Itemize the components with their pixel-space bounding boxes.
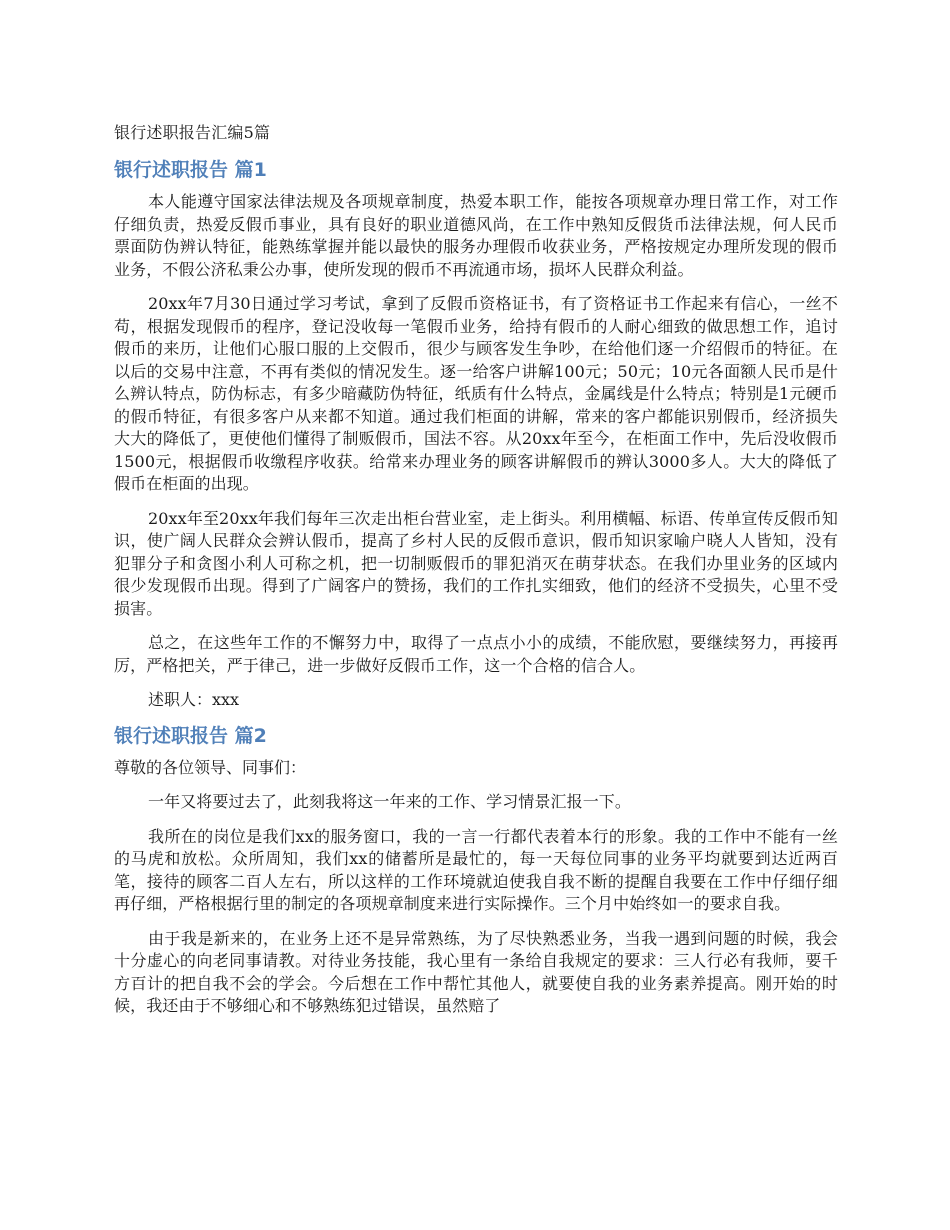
paragraph: 20xx年7月30日通过学习考试，拿到了反假币资格证书，有了资格证书工作起来有信心，一丝不苟，根据发现假币的程序，登记没收每一笔假币业务，给持有假币的人耐心细致的做思想工作，追讨假币的来历，让他们心服口服的上交假币，很少与顾客发生争吵，在给他们逐一介绍假币的特征。在以后的交易中注意，不再有类似的情况发生。逐一给客户讲解100元；50元；10元各面额人民币是什么辨认特点，防伪标志，有多少暗藏防伪特征，纸质有什么特点，金属线是什么特点；特别是1元硬币的假币特征，有很多客户从来都不知道。通过我们柜面的讲解，常来的客户都能识别假币，经济损失大大的降低了，更使他们懂得了制贩假币，国法不容。从20xx年至今，在柜面工作中，先后没收假币1500元，根据假币收缴程序收获。给常来办理业务的顾客讲解假币的辨认3000多人。大大的降低了假币在柜面的出现。	[114, 294, 838, 493]
paragraph: 由于我是新来的，在业务上还不是异常熟练，为了尽快熟悉业务，当我一遇到问题的时候，我会十分虚心的向老同事请教。对待业务技能，我心里有一条给自我规定的要求：三人行必有我师，要千方百计的把自我不会的学会。今后想在工作中帮忙其他人，就要使自我的业务素养提高。刚开始的时候，我还由于不够细心和不够熟练犯过错误，虽然赔了	[114, 928, 838, 1015]
salutation: 尊敬的各位领导、同事们：	[114, 757, 307, 777]
section-heading-1: 银行述职报告 篇1	[114, 159, 267, 181]
paragraph: 我所在的岗位是我们xx的服务窗口，我的一言一行都代表着本行的形象。我的工作中不能有一丝的马虎和放松。众所周知，我们xx的储蓄所是最忙的，每一天每位同事的业务平均就要到达近两百笔，接待的顾客二百人左右，所以这样的工作环境就迫使我自我不断的提醒自我要在工作中仔细仔细再仔细，严格根据行里的制定的各项规章制度来进行实际操作。三个月中始终如一的要求自我。	[114, 826, 838, 913]
paragraph: 总之，在这些年工作的不懈努力中，取得了一点点小小的成绩，不能欣慰，要继续努力，再接再厉，严格把关，严于律己，进一步做好反假币工作，这一个合格的信合人。	[114, 633, 838, 675]
paragraph: 本人能遵守国家法律法规及各项规章制度，热爱本职工作，能按各项规章办理日常工作，对工作仔细负责，热爱反假币事业，具有良好的职业道德风尚，在工作中熟知反假货币法律法规，何人民币票面防伪辨认特征，能熟练掌握并能以最快的服务办理假币收获业务，严格按规定办理所发现的假币业务，不假公济私秉公办事，使所发现的假币不再流通市场，损坏人民群众利益。	[114, 192, 838, 279]
section-heading-2: 银行述职报告 篇2	[114, 724, 267, 747]
signature-line: 述职人：xxx	[148, 690, 240, 709]
paragraph: 一年又将要过去了，此刻我将这一年来的工作、学习情景汇报一下。	[148, 792, 632, 811]
document-title: 银行述职报告汇编5篇	[114, 123, 271, 142]
document-page	[114, 122, 838, 1030]
paragraph: 20xx年至20xx年我们每年三次走出柜台营业室，走上街头。利用横幅、标语、传单宣传反假币知识，使广阔人民群众会辨认假币，提高了乡村人民的反假币意识，假币知识家喻户晓人人皆知，没有犯罪分子和贪图小利人可称之机，把一切制贩假币的罪犯消灭在萌芽状态。在我们办里业务的区域内很少发现假币出现。得到了广阔客户的赞扬，我们的工作扎实细致，他们的经济不受损失，心里不受损害。	[114, 508, 838, 618]
